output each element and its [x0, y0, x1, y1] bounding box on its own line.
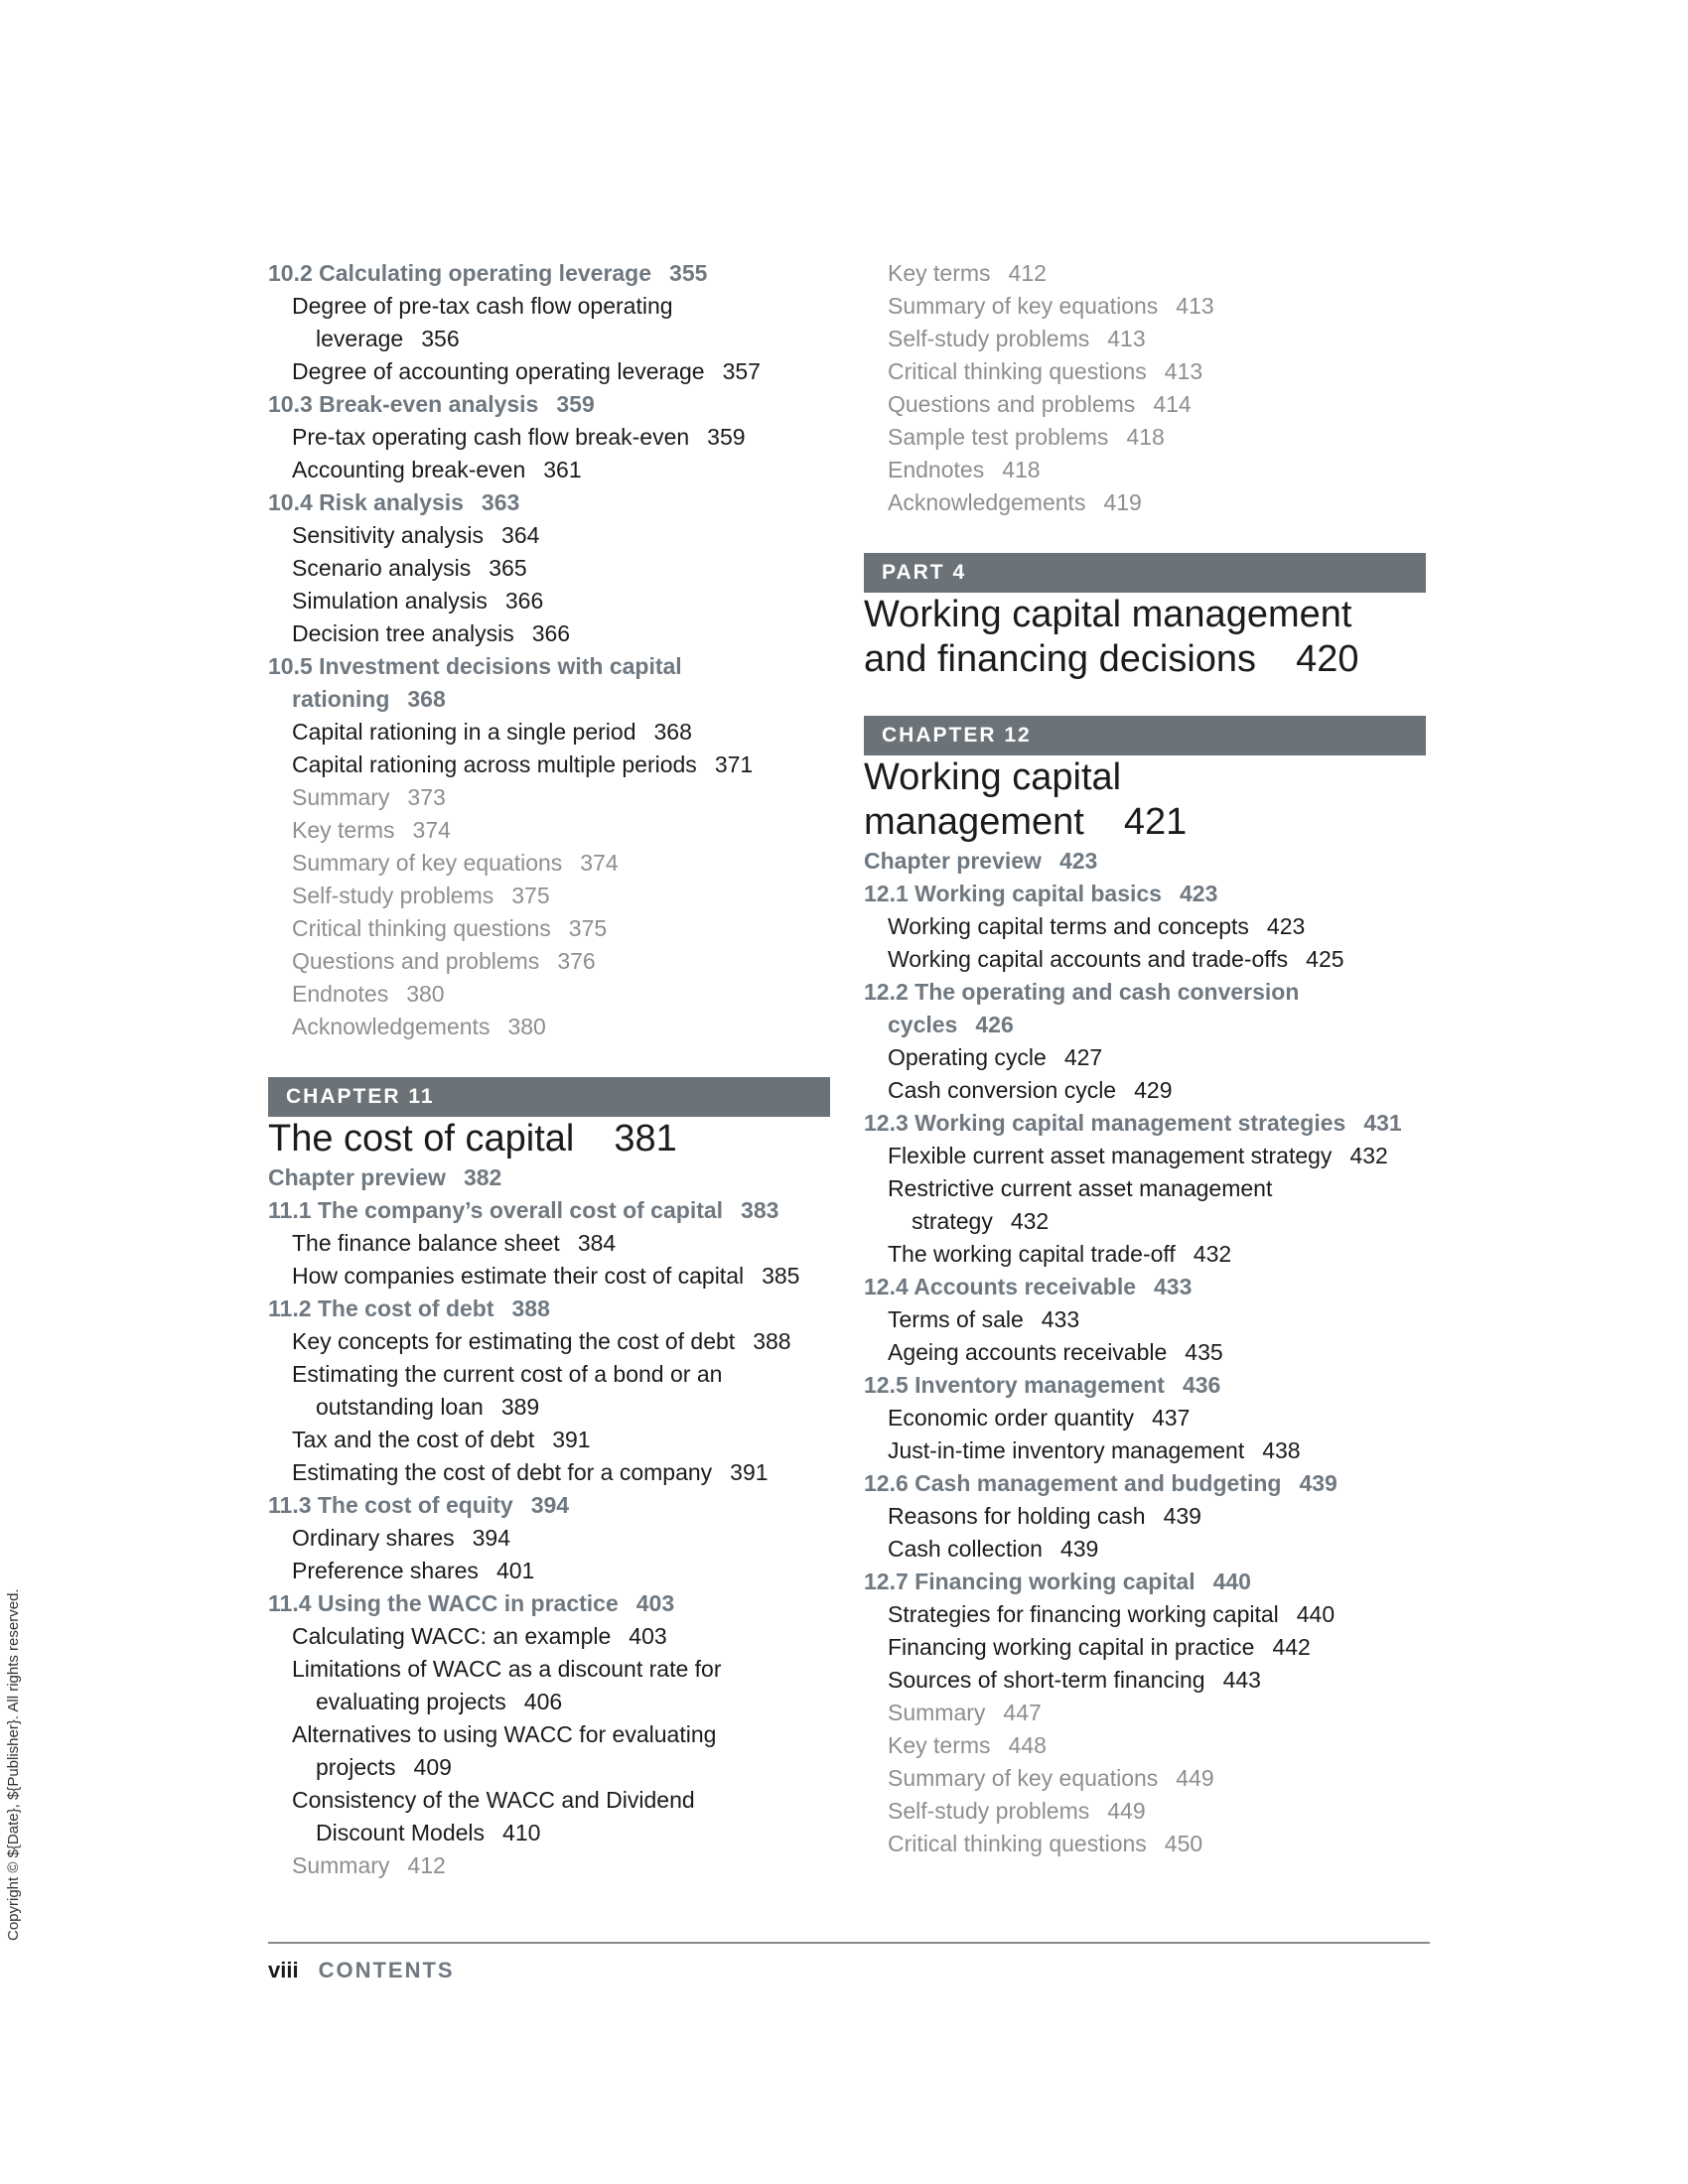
toc-entry [864, 878, 1430, 910]
toc-entry-page: 409 [413, 1754, 452, 1780]
toc-entry [864, 1697, 1430, 1729]
toc-entry [268, 814, 834, 847]
toc-entry-page: 363 [481, 489, 520, 515]
toc-entry [864, 910, 1430, 943]
toc-entry-title: The finance balance sheet [292, 1230, 560, 1256]
toc-entry-title: Calculating WACC: an example [292, 1623, 612, 1649]
toc-entry-continuation-text: cycles [888, 1012, 958, 1037]
toc-entry-title: Capital rationing in a single period [292, 719, 636, 745]
toc-entry-page: 391 [552, 1427, 591, 1452]
part-4-bar: PART 4 [864, 553, 1426, 593]
toc-entry-title: Strategies for financing working capital [888, 1601, 1279, 1627]
toc-entry [864, 1828, 1430, 1860]
toc-entry [268, 1011, 834, 1043]
toc-left-column [268, 257, 834, 1882]
toc-entry [864, 323, 1430, 355]
toc-entry-title: Summary of key equations [292, 850, 563, 876]
toc-entry-page: 355 [669, 260, 708, 286]
toc-entry-page: 388 [511, 1296, 550, 1321]
toc-entry-title: Key terms [292, 817, 395, 843]
toc-entry-page: 406 [523, 1689, 563, 1714]
toc-entry-page: 423 [1058, 848, 1098, 874]
toc-entry [268, 1587, 834, 1620]
footer-rule [268, 1942, 1430, 1944]
toc-entry [268, 519, 834, 552]
toc-list-left-top [268, 257, 834, 1043]
toc-entry [864, 1402, 1430, 1434]
toc-entry [268, 847, 834, 880]
toc-entry [864, 1566, 1430, 1598]
chapter-12-title-line2: management [864, 801, 1084, 843]
toc-entry [864, 1336, 1430, 1369]
toc-entry-page: 376 [557, 948, 596, 974]
toc-entry-title: Questions and problems [292, 948, 540, 974]
toc-entry-title: 10.5 Investment decisions with capital [268, 653, 682, 679]
toc-entry-continuation [864, 1009, 1430, 1041]
toc-entry-page: 442 [1272, 1634, 1311, 1660]
toc-entry-title: Self-study problems [888, 326, 1090, 351]
toc-entry-title: Summary [292, 784, 390, 810]
toc-entry-title: Tax and the cost of debt [292, 1427, 535, 1452]
toc-entry [864, 1107, 1430, 1140]
toc-entry-title: Economic order quantity [888, 1405, 1135, 1431]
toc-entry-title: Degree of pre-tax cash flow operating [292, 293, 673, 319]
toc-entry-continuation [292, 323, 834, 355]
toc-entry-title: Flexible current asset management strategy [888, 1143, 1333, 1168]
toc-entry-page: 437 [1152, 1405, 1191, 1431]
toc-entry-title: 11.3 The cost of equity [268, 1492, 513, 1518]
toc-entry-page: 412 [407, 1852, 446, 1878]
toc-entry-page: 389 [500, 1394, 540, 1420]
toc-entry-page: 440 [1212, 1569, 1251, 1594]
toc-entry [268, 486, 834, 519]
toc-entry [864, 355, 1430, 388]
copyright-notice: Copyright © ${Date}, ${Publisher}. All rights reserved. [5, 1588, 22, 1941]
toc-entry-page: 432 [1349, 1143, 1388, 1168]
toc-entry [864, 257, 1430, 290]
toc-entry-title: 12.3 Working capital management strategies [864, 1110, 1346, 1136]
toc-entry-page: 375 [568, 915, 608, 941]
toc-entry-title: Scenario analysis [292, 555, 472, 581]
toc-entry-title: Accounting break-even [292, 457, 526, 482]
toc-entry-page: 382 [463, 1164, 502, 1190]
toc-entry-page: 364 [501, 522, 540, 548]
toc-entry-title: 12.1 Working capital basics [864, 881, 1162, 906]
toc-entry-page: 391 [730, 1459, 769, 1485]
toc-entry-page: 432 [1193, 1241, 1232, 1267]
toc-entry-title: Ageing accounts receivable [888, 1339, 1168, 1365]
toc-entry-title: 12.6 Cash management and budgeting [864, 1470, 1282, 1496]
toc-entry [268, 716, 834, 749]
toc-entry-title: Capital rationing across multiple periods [292, 751, 697, 777]
toc-entry-title: Pre-tax operating cash flow break-even [292, 424, 690, 450]
toc-entry [268, 1424, 834, 1456]
toc-entry [268, 1555, 834, 1587]
toc-entry-page: 425 [1306, 946, 1344, 972]
toc-entry [268, 749, 834, 781]
toc-entry-title: Cash conversion cycle [888, 1077, 1117, 1103]
toc-entry [268, 978, 834, 1011]
toc-entry [268, 1718, 834, 1784]
toc-entry-title: Endnotes [888, 457, 985, 482]
toc-entry-title: Sources of short-term financing [888, 1667, 1205, 1693]
toc-entry-title: 10.2 Calculating operating leverage [268, 260, 652, 286]
toc-entry-page: 423 [1266, 913, 1306, 939]
toc-entry [268, 1849, 834, 1882]
toc-entry [268, 585, 834, 617]
part-4-title-line1: Working capital management [864, 594, 1352, 635]
toc-entry-continuation [292, 1817, 834, 1849]
toc-entry-continuation [292, 1391, 834, 1424]
toc-entry-title: Critical thinking questions [292, 915, 551, 941]
toc-entry-page: 368 [407, 686, 446, 712]
toc-entry-title: Summary [292, 1852, 390, 1878]
toc-entry-page: 426 [975, 1012, 1014, 1037]
toc-entry [864, 388, 1430, 421]
footer-page-number: viii [268, 1958, 299, 1982]
toc-entry-page: 361 [543, 457, 582, 482]
toc-entry [864, 1140, 1430, 1172]
toc-entry-continuation [888, 1205, 1430, 1238]
toc-entry-title: Critical thinking questions [888, 1831, 1147, 1856]
toc-entry-title: Just-in-time inventory management [888, 1437, 1245, 1463]
toc-entry-title: 10.3 Break-even analysis [268, 391, 539, 417]
toc-entry-title: Working capital terms and concepts [888, 913, 1249, 939]
toc-entry-title: Alternatives to using WACC for evaluating [292, 1721, 717, 1747]
toc-entry-title: Acknowledgements [888, 489, 1086, 515]
toc-entry-page: 375 [511, 883, 550, 908]
toc-entry [268, 454, 834, 486]
toc-entry-page: 380 [406, 981, 445, 1007]
toc-entry-title: Decision tree analysis [292, 620, 514, 646]
toc-entry [268, 1489, 834, 1522]
toc-entry-continuation-text: Discount Models [316, 1820, 486, 1845]
toc-entry [864, 943, 1430, 976]
toc-entry-continuation [292, 1751, 834, 1784]
toc-entry-continuation-text: evaluating projects [316, 1689, 506, 1714]
toc-list-right-bottom [864, 845, 1430, 1860]
toc-entry-title: Summary [888, 1700, 986, 1725]
toc-entry-title: Ordinary shares [292, 1525, 455, 1551]
toc-entry [268, 1620, 834, 1653]
toc-entry-page: 433 [1041, 1306, 1080, 1332]
toc-entry-title: 10.4 Risk analysis [268, 489, 464, 515]
toc-entry-title: Cash collection [888, 1536, 1043, 1562]
toc-entry-page: 439 [1059, 1536, 1099, 1562]
toc-entry-title: Working capital accounts and trade-offs [888, 946, 1289, 972]
toc-entry-title: Sample test problems [888, 424, 1109, 450]
toc-entry-page: 436 [1182, 1372, 1221, 1398]
toc-entry [268, 1325, 834, 1358]
toc-entry-title: Chapter preview [268, 1164, 446, 1190]
toc-entry-title: Key terms [888, 260, 991, 286]
toc-entry [268, 1784, 834, 1849]
toc-entry [864, 1434, 1430, 1467]
toc-entry-page: 431 [1363, 1110, 1402, 1136]
toc-entry-page: 394 [530, 1492, 570, 1518]
toc-entry-title: 12.4 Accounts receivable [864, 1274, 1137, 1299]
toc-entry [268, 1161, 834, 1194]
toc-entry [864, 1795, 1430, 1828]
toc-entry [268, 1194, 834, 1227]
toc-entry-title: Terms of sale [888, 1306, 1024, 1332]
part-4-title [864, 593, 1430, 682]
toc-entry-title: Questions and problems [888, 391, 1136, 417]
toc-entry [864, 1369, 1430, 1402]
toc-entry-page: 412 [1008, 260, 1047, 286]
toc-entry-continuation-text: outstanding loan [316, 1394, 484, 1420]
toc-entry-page: 394 [472, 1525, 510, 1551]
chapter-11-title-text: The cost of capital [268, 1118, 575, 1160]
page-footer [268, 1958, 455, 1983]
toc-entry-page: 429 [1134, 1077, 1173, 1103]
toc-entry-page: 366 [504, 588, 544, 614]
toc-entry-page: 439 [1163, 1503, 1201, 1529]
toc-entry [268, 355, 834, 388]
toc-entry-page: 383 [741, 1197, 779, 1223]
toc-entry [268, 257, 834, 290]
toc-entry [864, 1598, 1430, 1631]
toc-entry-page: 403 [629, 1623, 667, 1649]
toc-entry-title: 12.5 Inventory management [864, 1372, 1165, 1398]
toc-entry-title: Limitations of WACC as a discount rate for [292, 1656, 722, 1682]
toc-entry-page: 413 [1164, 358, 1203, 384]
toc-entry [864, 845, 1430, 878]
toc-entry [864, 1172, 1430, 1238]
toc-entry [864, 1074, 1430, 1107]
toc-entry-title: The working capital trade-off [888, 1241, 1176, 1267]
toc-entry-page: 374 [580, 850, 619, 876]
chapter-11-page: 381 [614, 1118, 677, 1160]
toc-entry-page: 403 [635, 1590, 675, 1616]
toc-entry [268, 1653, 834, 1718]
toc-entry-title: Endnotes [292, 981, 389, 1007]
toc-entry-title: Critical thinking questions [888, 358, 1147, 384]
toc-entry-continuation-text: projects [316, 1754, 396, 1780]
toc-entry [268, 1522, 834, 1555]
toc-entry-page: 443 [1222, 1667, 1261, 1693]
toc-entry-title: Summary of key equations [888, 1765, 1159, 1791]
toc-entry [268, 1260, 834, 1293]
toc-entry-page: 438 [1262, 1437, 1301, 1463]
toc-entry [268, 912, 834, 945]
toc-entry-title: Self-study problems [888, 1798, 1090, 1824]
toc-entry-page: 373 [407, 784, 446, 810]
toc-entry-page: 427 [1063, 1044, 1103, 1070]
toc-entry [268, 1456, 834, 1489]
toc-entry-title: Simulation analysis [292, 588, 488, 614]
toc-entry-continuation-text: leverage [316, 326, 404, 351]
toc-entry-page: 435 [1185, 1339, 1223, 1365]
toc-entry-title: Reasons for holding cash [888, 1503, 1146, 1529]
toc-entry-continuation-text: strategy [912, 1208, 993, 1234]
toc-entry-page: 450 [1164, 1831, 1203, 1856]
toc-entry-page: 418 [1126, 424, 1165, 450]
chapter-12-page: 421 [1123, 801, 1188, 843]
toc-entry-title: Degree of accounting operating leverage [292, 358, 705, 384]
toc-entry-title: 11.1 The company’s overall cost of capital [268, 1197, 724, 1223]
toc-entry-title: Estimating the current cost of a bond or an [292, 1361, 723, 1387]
toc-entry-title: Chapter preview [864, 848, 1042, 874]
toc-entry-title: Summary of key equations [888, 293, 1159, 319]
toc-entry [864, 1238, 1430, 1271]
toc-entry-title: Restrictive current asset management [888, 1175, 1273, 1201]
toc-entry-page: 440 [1296, 1601, 1336, 1627]
toc-entry-page: 423 [1179, 881, 1218, 906]
toc-entry [268, 650, 834, 716]
toc-entry [864, 1664, 1430, 1697]
toc-entry-page: 380 [507, 1014, 546, 1039]
footer-label: CONTENTS [318, 1958, 455, 1982]
toc-entry-continuation [292, 1686, 834, 1718]
chapter-11-title [268, 1117, 834, 1161]
toc-entry-page: 359 [707, 424, 746, 450]
toc-entry-title: Operating cycle [888, 1044, 1047, 1070]
toc-entry [864, 1467, 1430, 1500]
toc-entry-page: 413 [1107, 326, 1146, 351]
toc-entry-title: Key concepts for estimating the cost of debt [292, 1328, 736, 1354]
toc-entry-title: Sensitivity analysis [292, 522, 485, 548]
toc-entry [864, 1500, 1430, 1533]
toc-entry-title: Self-study problems [292, 883, 494, 908]
toc-entry [864, 454, 1430, 486]
toc-entry-page: 447 [1003, 1700, 1042, 1725]
toc-entry-page: 368 [653, 719, 692, 745]
toc-entry [864, 1271, 1430, 1303]
toc-entry [268, 617, 834, 650]
toc-entry-title: 11.2 The cost of debt [268, 1296, 494, 1321]
toc-entry-page: 414 [1153, 391, 1192, 417]
toc-entry-page: 371 [714, 751, 754, 777]
part-4-title-line2: and financing decisions [864, 638, 1257, 680]
toc-entry [268, 880, 834, 912]
toc-entry-title: 11.4 Using the WACC in practice [268, 1590, 619, 1616]
toc-entry [268, 1358, 834, 1424]
toc-entry-page: 385 [762, 1263, 800, 1289]
toc-entry-page: 384 [577, 1230, 617, 1256]
toc-entry [864, 976, 1430, 1041]
toc-entry-continuation [268, 683, 834, 716]
toc-entry-page: 365 [489, 555, 527, 581]
toc-entry-page: 374 [412, 817, 451, 843]
toc-entry [268, 945, 834, 978]
toc-entry-page: 366 [531, 620, 571, 646]
toc-entry [268, 421, 834, 454]
toc-entry-title: Financing working capital in practice [888, 1634, 1255, 1660]
toc-entry-continuation-text: rationing [292, 686, 390, 712]
toc-entry-page: 419 [1103, 489, 1142, 515]
toc-entry-title: Preference shares [292, 1558, 479, 1583]
toc-entry-page: 410 [502, 1820, 541, 1845]
toc-entry [864, 1729, 1430, 1762]
toc-entry-page: 432 [1010, 1208, 1050, 1234]
toc-entry-page: 357 [722, 358, 761, 384]
toc-entry-page: 439 [1299, 1470, 1337, 1496]
toc-entry [864, 486, 1430, 519]
toc-entry-page: 433 [1154, 1274, 1193, 1299]
toc-right-column [864, 257, 1430, 1860]
toc-entry-title: 12.2 The operating and cash conversion [864, 979, 1300, 1005]
toc-entry [864, 1041, 1430, 1074]
toc-entry [864, 1631, 1430, 1664]
toc-entry-title: Key terms [888, 1732, 991, 1758]
chapter-12-title [864, 755, 1430, 845]
chapter-11-bar: CHAPTER 11 [268, 1077, 830, 1117]
toc-entry-title: Consistency of the WACC and Dividend [292, 1787, 695, 1813]
toc-entry [864, 1762, 1430, 1795]
toc-entry [864, 421, 1430, 454]
toc-entry [864, 1303, 1430, 1336]
toc-entry [864, 1533, 1430, 1566]
toc-entry-page: 359 [556, 391, 595, 417]
toc-entry [268, 1293, 834, 1325]
toc-list-left-bottom [268, 1161, 834, 1882]
toc-entry [864, 290, 1430, 323]
toc-entry-page: 413 [1176, 293, 1214, 319]
toc-entry [268, 781, 834, 814]
toc-entry-page: 418 [1002, 457, 1041, 482]
toc-entry-page: 449 [1176, 1765, 1214, 1791]
toc-entry [268, 290, 834, 355]
toc-entry-title: Estimating the cost of debt for a company [292, 1459, 713, 1485]
part-4-page: 420 [1296, 638, 1359, 680]
toc-entry-page: 449 [1107, 1798, 1146, 1824]
toc-list-right-top [864, 257, 1430, 519]
toc-entry-page: 388 [753, 1328, 791, 1354]
toc-entry [268, 552, 834, 585]
toc-entry-page: 356 [421, 326, 460, 351]
toc-entry [268, 1227, 834, 1260]
toc-entry-page: 401 [495, 1558, 535, 1583]
chapter-12-bar: CHAPTER 12 [864, 716, 1426, 755]
chapter-12-title-line1: Working capital [864, 756, 1122, 798]
toc-entry [268, 388, 834, 421]
toc-entry-title: Acknowledgements [292, 1014, 491, 1039]
toc-entry-page: 448 [1008, 1732, 1047, 1758]
toc-entry-title: How companies estimate their cost of capital [292, 1263, 745, 1289]
toc-entry-title: 12.7 Financing working capital [864, 1569, 1196, 1594]
